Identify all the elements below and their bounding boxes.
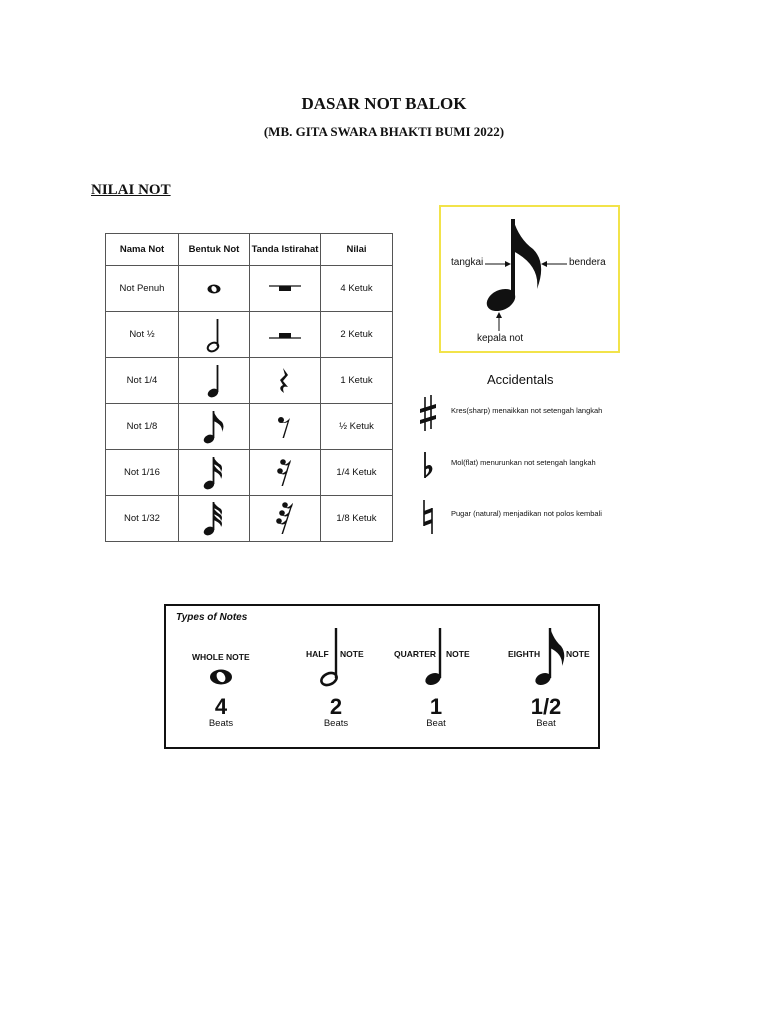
column-header: Nama Not	[106, 234, 179, 266]
half-note-icon	[316, 626, 346, 688]
accidentals-title: Accidentals	[487, 372, 554, 387]
beat-unit: Beats	[208, 718, 234, 729]
note-type-name: NOTE	[566, 649, 590, 659]
quarter-note-icon	[202, 362, 226, 400]
beat-count: 1	[429, 694, 443, 719]
table-row	[106, 266, 393, 312]
table-row	[106, 358, 393, 404]
note-anatomy-diagram	[439, 205, 620, 353]
whole-rest-icon	[265, 281, 305, 297]
sixteenth-note-icon	[200, 454, 228, 492]
rest-cell	[250, 404, 321, 450]
note-shape-cell	[179, 496, 250, 542]
table-row	[106, 450, 393, 496]
rest-cell	[250, 450, 321, 496]
note-name-cell: Not 1/8	[106, 404, 179, 450]
accidental-item	[418, 496, 628, 536]
note-shape-cell	[179, 266, 250, 312]
note-type-name: HALF	[306, 649, 329, 659]
note-shape-cell	[179, 404, 250, 450]
sixteenth-rest-icon	[273, 456, 297, 490]
beat-count: 1/2	[530, 694, 562, 719]
section-heading: NILAI NOT	[91, 182, 171, 198]
flat-icon	[418, 448, 438, 488]
rest-cell	[250, 358, 321, 404]
note-shape-cell	[179, 358, 250, 404]
note-type-whole	[176, 606, 266, 751]
rest-cell	[250, 266, 321, 312]
types-of-notes-title: Types of Notes	[176, 612, 248, 623]
column-header: Nilai	[321, 234, 393, 266]
flag-label: bendera	[569, 257, 606, 268]
note-shape-cell	[179, 312, 250, 358]
whole-note-icon	[202, 279, 226, 299]
sharp-icon	[418, 394, 438, 434]
accidental-description: Kres(sharp) menaikkan not setengah langkah	[451, 406, 603, 415]
note-shape-cell	[179, 450, 250, 496]
rest-cell	[250, 312, 321, 358]
beat-unit: Beats	[323, 718, 349, 729]
eighth-note-icon	[530, 626, 570, 688]
note-name-cell: Not Penuh	[106, 266, 179, 312]
note-type-name: EIGHTH	[508, 649, 541, 659]
note-type-name: NOTE	[340, 649, 364, 659]
table-row	[106, 404, 393, 450]
beat-count: 2	[329, 694, 343, 719]
beat-count: 4	[214, 694, 228, 719]
eighth-note-icon	[200, 408, 228, 446]
value-cell: 4 Ketuk	[321, 266, 393, 312]
note-type-name: NOTE	[446, 649, 470, 659]
eighth-note-icon	[441, 207, 618, 351]
note-type-name: QUARTER	[394, 649, 437, 659]
note-type-half	[286, 606, 386, 751]
quarter-rest-icon	[273, 366, 297, 396]
accidental-item	[418, 448, 628, 488]
head-label: kepala not	[477, 333, 524, 344]
rest-cell	[250, 496, 321, 542]
beat-unit: Beat	[426, 718, 446, 729]
table-row	[106, 496, 393, 542]
thirty-second-note-icon	[200, 500, 228, 538]
table-header-row	[106, 234, 393, 266]
column-header: Tanda Istirahat	[250, 234, 321, 266]
stem-label: tangkai	[451, 257, 484, 268]
accidental-description: Mol(flat) menurunkan not setengah langkah	[451, 458, 596, 467]
natural-icon	[418, 496, 438, 536]
page-title: DASAR NOT BALOK	[301, 94, 467, 113]
types-of-notes-panel	[164, 604, 600, 749]
accidental-item	[418, 394, 628, 434]
column-header: Bentuk Not	[179, 234, 250, 266]
page-subtitle: (MB. GITA SWARA BHAKTI BUMI 2022)	[263, 124, 505, 139]
half-rest-icon	[265, 327, 305, 343]
value-cell: 1/4 Ketuk	[321, 450, 393, 496]
note-name-cell: Not 1/32	[106, 496, 179, 542]
note-type-name: WHOLE NOTE	[192, 652, 250, 662]
value-cell: 1/8 Ketuk	[321, 496, 393, 542]
note-name-cell: Not ½	[106, 312, 179, 358]
note-type-eighth	[496, 606, 596, 751]
table-row	[106, 312, 393, 358]
quarter-note-icon	[420, 626, 450, 688]
thirty-second-rest-icon	[272, 500, 298, 538]
value-cell: ½ Ketuk	[321, 404, 393, 450]
value-cell: 2 Ketuk	[321, 312, 393, 358]
whole-note-icon	[206, 666, 236, 688]
note-name-cell: Not 1/4	[106, 358, 179, 404]
note-type-quarter	[386, 606, 486, 751]
accidental-description: Pugar (natural) menjadikan not polos kembali	[451, 509, 602, 518]
eighth-rest-icon	[273, 412, 297, 442]
half-note-icon	[202, 316, 226, 354]
note-value-table	[105, 233, 393, 542]
value-cell: 1 Ketuk	[321, 358, 393, 404]
beat-unit: Beat	[536, 718, 556, 729]
note-name-cell: Not 1/16	[106, 450, 179, 496]
